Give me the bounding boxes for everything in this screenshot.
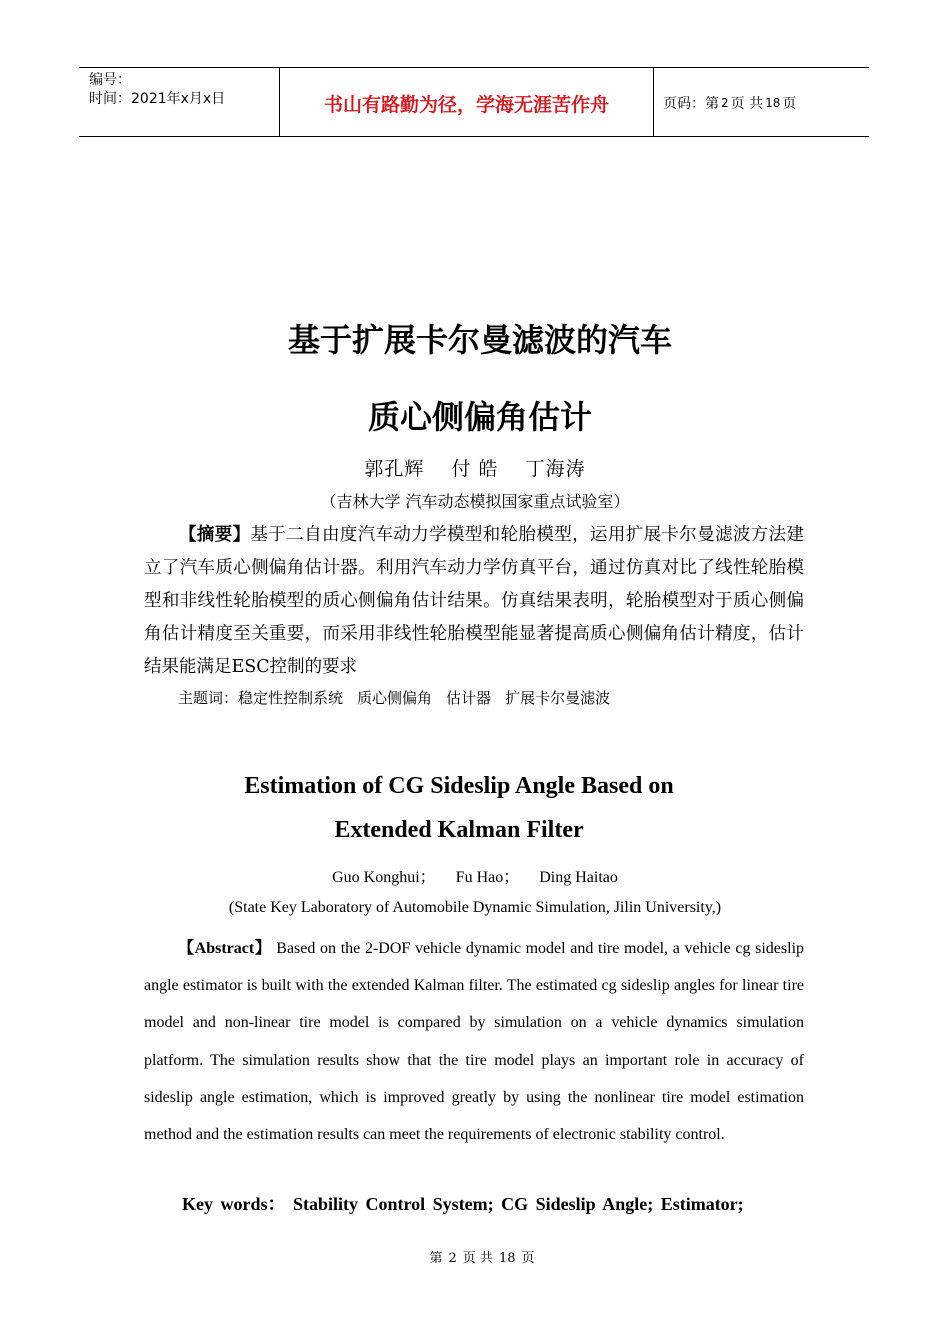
cn-author: 丁海涛 xyxy=(525,458,586,480)
time-label: 时间：2021年x月x日 xyxy=(89,91,226,107)
page-total: 18 xyxy=(765,96,781,110)
cn-keywords xyxy=(178,687,624,708)
footer-current: 2 xyxy=(448,1251,457,1266)
en-author: Ding Haitao xyxy=(539,869,618,886)
cn-author: 郭孔辉 xyxy=(364,458,425,480)
cn-abstract-text: 基于二自由度汽车动力学模型和轮胎模型，运用扩展卡尔曼滤波方法建立了汽车质心侧偏角估计器。利用汽车动力学仿真平台，通过仿真对比了线性轮胎模型和非线性轮胎模型的质心侧偏角估计结果。仿真结果表明，轮胎模型对于质心侧偏角估计精度至关重要，而采用非线性轮胎模型能显著提高质心侧偏角估计精度，估计结果能满足ESC控制的要求 xyxy=(144,525,805,677)
footer-mid: 页 共 xyxy=(462,1251,493,1266)
en-abstract-text: Based on the 2-DOF vehicle dynamic model and tire model, a vehicle cg sideslip angle estimator is built with the extended Kalman filter. The estimated cg sideslip angles for linear tire model and non-linear tire model is compared by simulation on a vehicle dynamics simulation platform. The simulation results show that the tire model plays an important role in accuracy of sideslip angle estimation, which is improved greatly by using the nonlinear tire model estimation method and the estimation results can meet the requirements of electronic stability control. xyxy=(144,940,805,1144)
en-abstract xyxy=(144,930,804,1153)
header-meta xyxy=(79,68,280,136)
en-abstract-label: 【Abstract】 xyxy=(178,940,272,957)
cn-author: 付 皓 xyxy=(451,458,499,480)
page-mid: 页 共 xyxy=(730,96,764,112)
en-authors xyxy=(0,864,950,887)
page-footer xyxy=(0,1247,950,1266)
en-title-line1: Estimation of CG Sideslip Angle Based on xyxy=(244,773,674,799)
cn-keyword: 质心侧偏角 xyxy=(357,689,433,707)
footer-total: 18 xyxy=(498,1251,516,1266)
cn-affiliation: （吉林大学 汽车动态模拟国家重点试验室） xyxy=(320,492,630,511)
serial-label: 编号： xyxy=(89,72,131,88)
cn-keyword: 扩展卡尔曼滤波 xyxy=(505,689,611,707)
header-motto: 书山有路勤为径，学海无涯苦作舟 xyxy=(280,68,654,136)
page-current: 2 xyxy=(721,96,729,110)
cn-authors xyxy=(0,454,950,481)
header-page-number xyxy=(654,68,869,136)
footer-suffix: 页 xyxy=(521,1251,535,1266)
cn-title-line1: 基于扩展卡尔曼滤波的汽车 xyxy=(287,321,672,359)
en-author: Guo Konghui； xyxy=(332,869,436,886)
cn-keywords-label: 主题词： xyxy=(178,689,239,707)
cn-keyword: 估计器 xyxy=(446,689,492,707)
cn-keyword: 稳定性控制系统 xyxy=(238,689,344,707)
cn-title-line2: 质心侧偏角估计 xyxy=(367,398,592,436)
cn-abstract xyxy=(144,519,804,684)
en-affiliation: (State Key Laboratory of Automobile Dynamic Simulation, Jilin University,) xyxy=(228,899,722,916)
en-title-line2: Extended Kalman Filter xyxy=(334,817,584,843)
footer-prefix: 第 xyxy=(429,1251,443,1266)
page-prefix: 页码：第 xyxy=(663,96,719,112)
en-keywords: Key words： Stability Control System; CG Sideslip Angle; Estimator; xyxy=(182,1194,744,1214)
page-suffix: 页 xyxy=(782,96,797,112)
cn-abstract-label: 【摘要】 xyxy=(179,525,251,545)
en-author: Fu Hao； xyxy=(455,869,520,886)
page-header xyxy=(79,67,869,137)
